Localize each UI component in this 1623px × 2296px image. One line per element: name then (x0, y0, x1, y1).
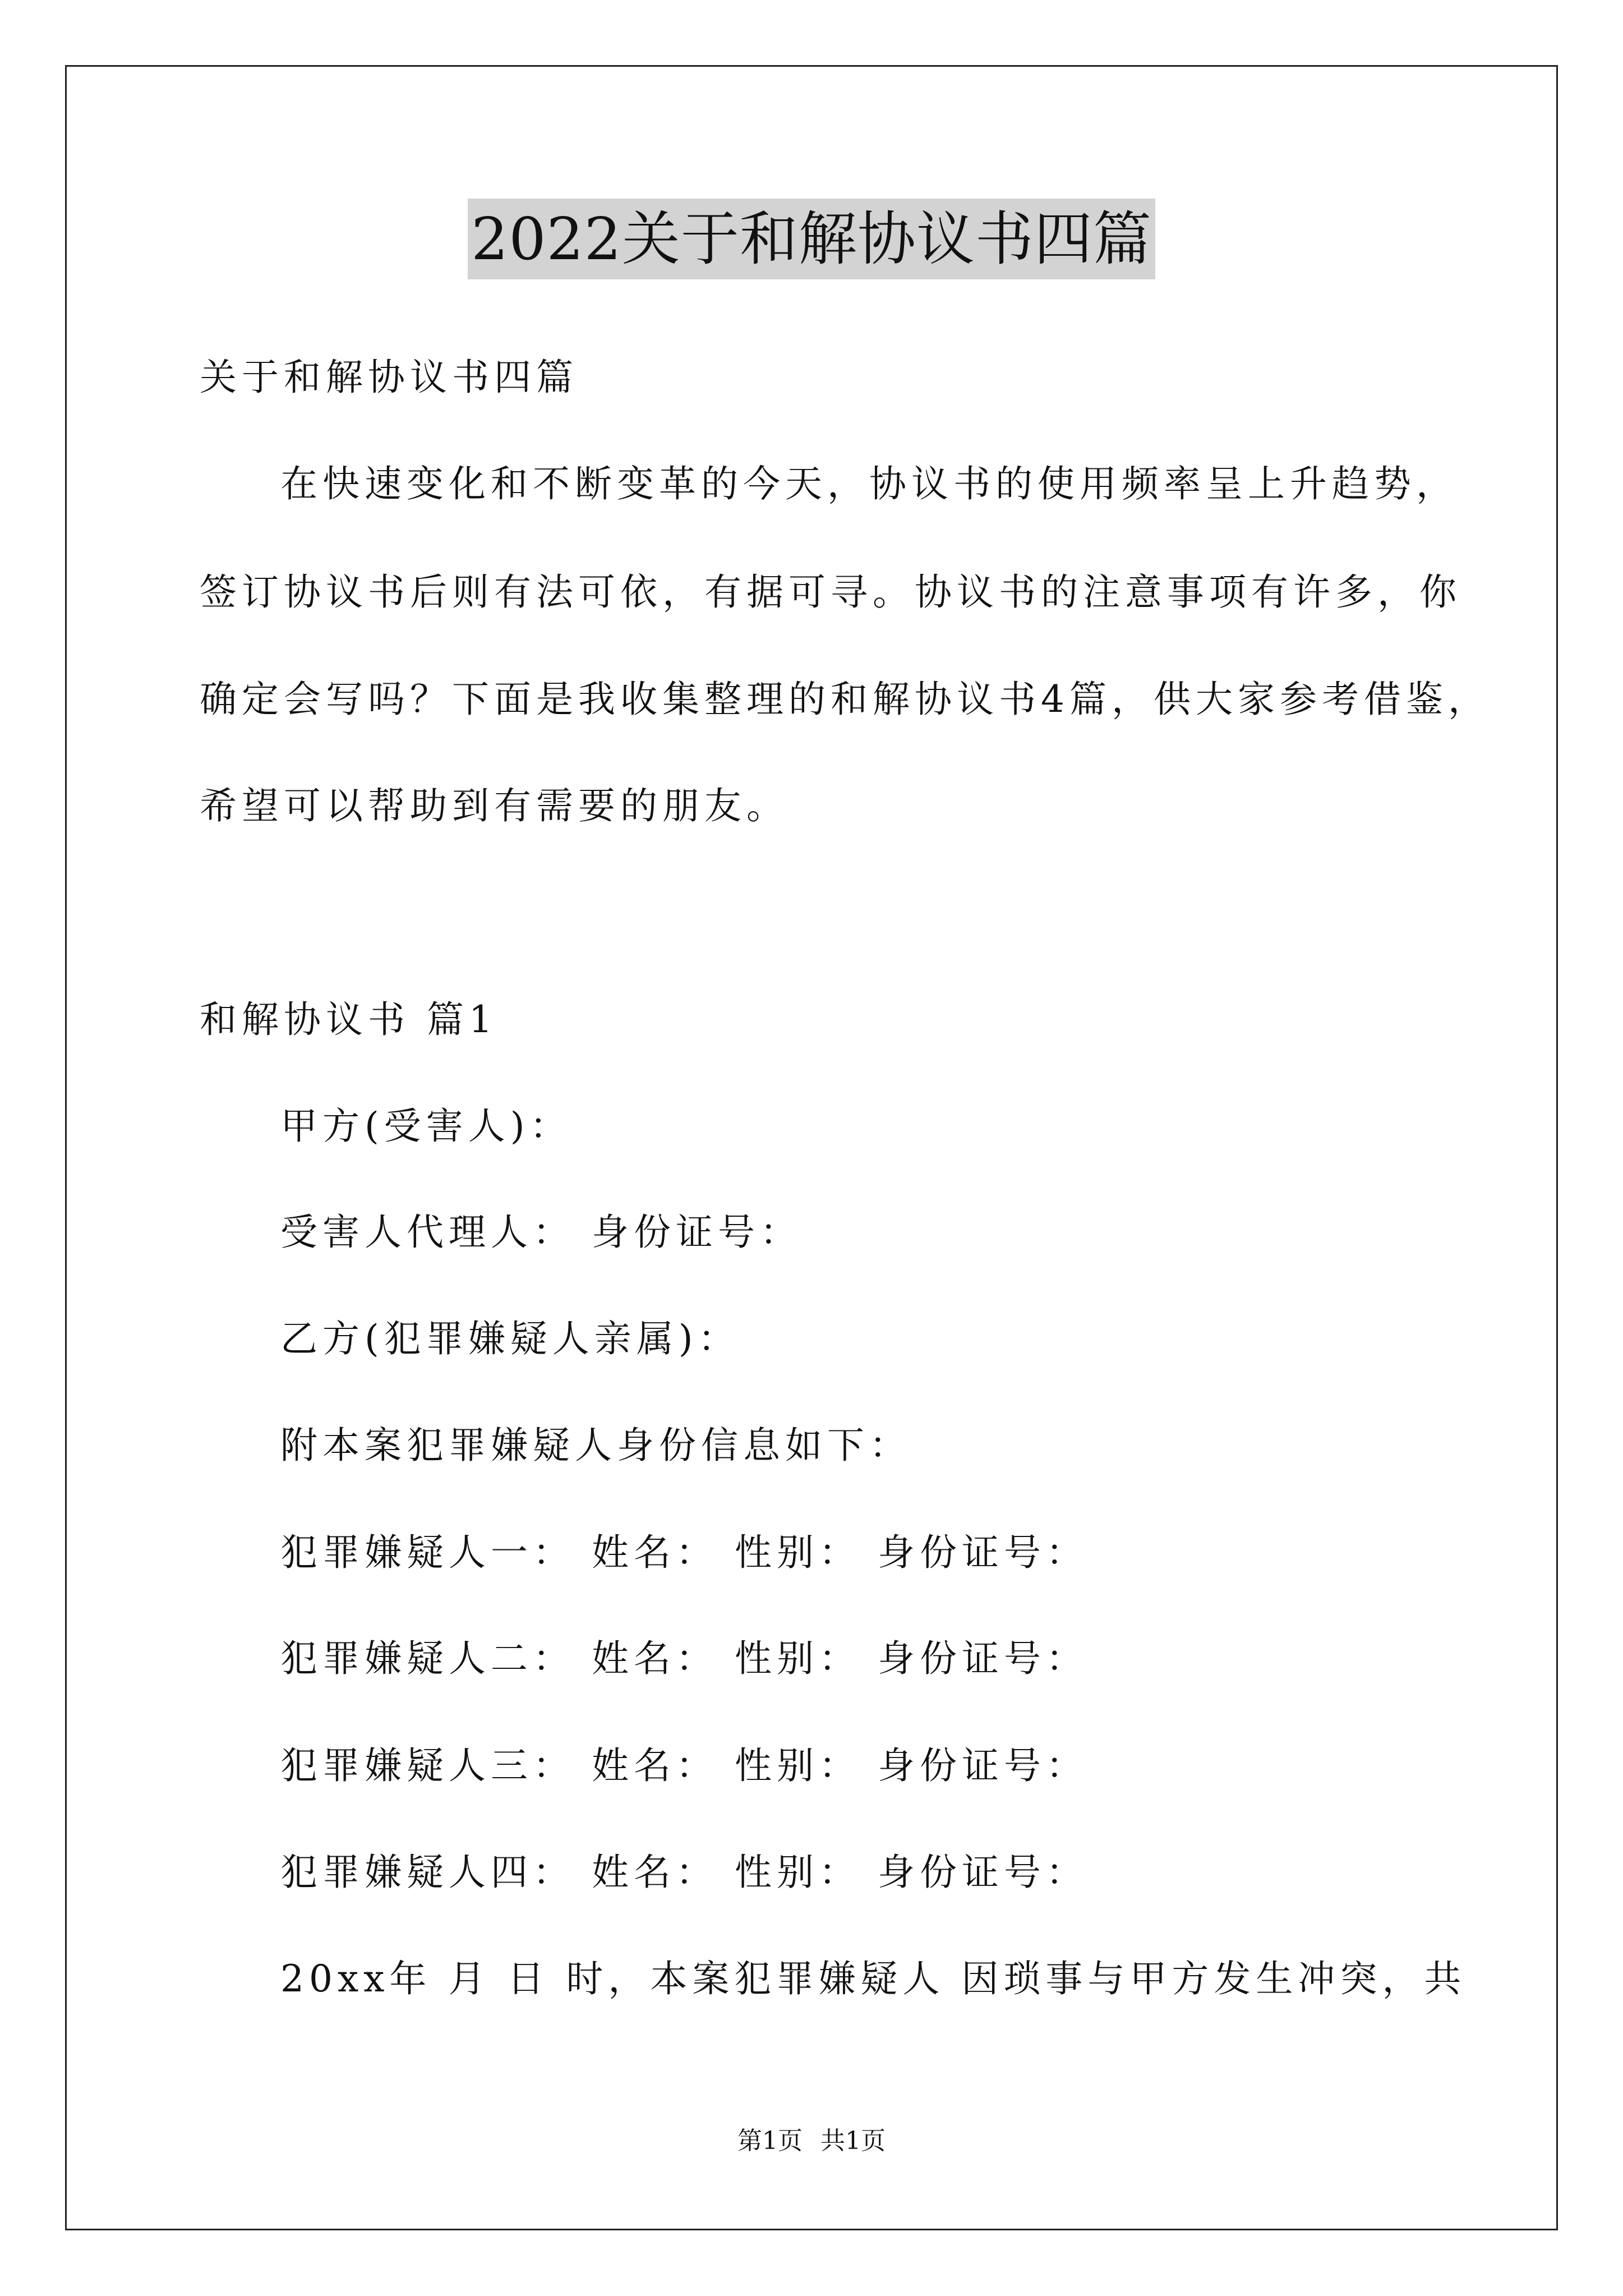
field-agent: 受害人代理人： 身份证号： (280, 1211, 802, 1254)
field-incident-date: 20xx年 月 日 时，本案犯罪嫌疑人 因琐事与甲方发生冲突，共 (280, 1957, 1467, 2000)
field-suspect-4: 犯罪嫌疑人四： 姓名： 性别： 身份证号： (280, 1851, 1088, 1894)
field-suspect-2: 犯罪嫌疑人二： 姓名： 性别： 身份证号： (280, 1637, 1088, 1680)
field-party-b: 乙方(犯罪嫌疑人亲属)： (280, 1317, 740, 1360)
field-suspect-info-intro: 附本案犯罪嫌疑人身份信息如下： (280, 1424, 911, 1467)
field-party-a: 甲方(受害人)： (280, 1105, 572, 1148)
intro-line-2: 签订协议书后则有法可依，有据可寻。协议书的注意事项有许多，你 (200, 570, 1461, 614)
section-heading: 和解协议书 篇1 (200, 998, 497, 1041)
page-footer (0, 2124, 1623, 2158)
intro-line-1: 在快速变化和不断变革的今天，协议书的使用频率呈上升趋势， (280, 462, 1458, 505)
intro-line-3: 确定会写吗？下面是我收集整理的和解协议书4篇，供大家参考借鉴， (200, 678, 1490, 721)
document-subtitle: 关于和解协议书四篇 (200, 356, 578, 399)
field-suspect-1: 犯罪嫌疑人一： 姓名： 性别： 身份证号： (280, 1531, 1088, 1574)
document-title: 2022关于和解协议书四篇 (468, 199, 1155, 279)
title-container (0, 199, 1623, 279)
page-total: 共1页 (820, 2127, 886, 2155)
page-number: 第1页 (737, 2127, 803, 2155)
intro-line-4: 希望可以帮助到有需要的朋友。 (200, 784, 789, 827)
field-suspect-3: 犯罪嫌疑人三： 姓名： 性别： 身份证号： (280, 1744, 1088, 1787)
